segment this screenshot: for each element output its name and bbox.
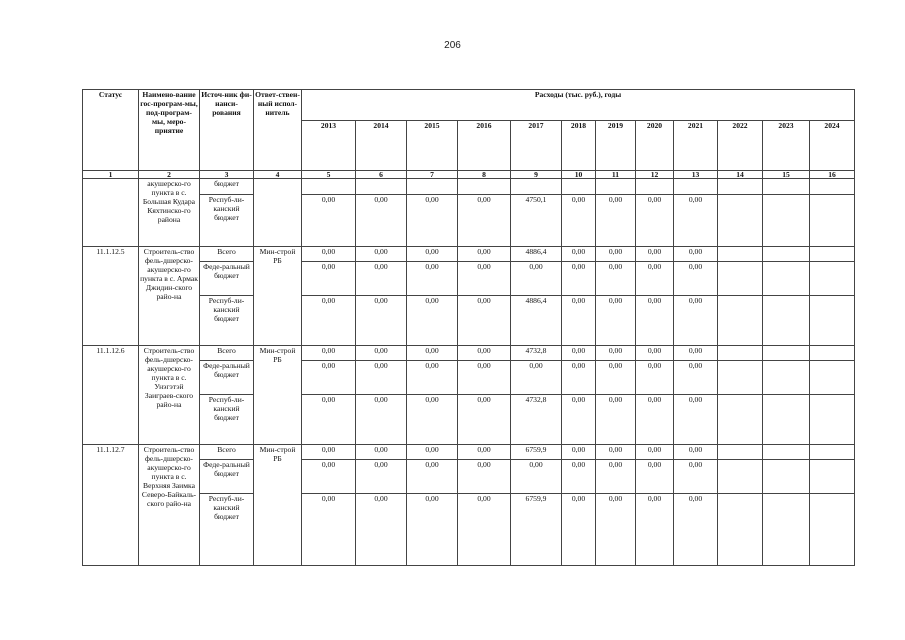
executor-cell: Мин-строй РБ: [254, 445, 302, 566]
measure-name-cell: Строитель-ство фель-дшерско-акушерско-го пункта в с. Унэгэтэй Заиграев-ского райо-на: [139, 346, 200, 445]
column-number: 16: [810, 171, 855, 179]
year-value-cell: [810, 179, 855, 195]
column-number: 11: [596, 171, 636, 179]
year-value-cell: 0,00: [674, 494, 718, 566]
year-value-cell: 0,00: [674, 361, 718, 395]
year-value-cell: 0,00: [596, 195, 636, 247]
header-year: 2020: [636, 121, 674, 171]
year-value-cell: [763, 395, 810, 445]
header-source: Источ-ник фи-нанси-рования: [200, 90, 254, 171]
year-value-cell: [810, 195, 855, 247]
year-value-cell: 6759,9: [511, 494, 562, 566]
year-value-cell: 0,00: [458, 262, 511, 296]
year-value-cell: 0,00: [674, 460, 718, 494]
year-value-cell: 0,00: [302, 195, 356, 247]
year-value-cell: 0,00: [636, 247, 674, 262]
year-value-cell: 0,00: [636, 195, 674, 247]
year-value-cell: 0,00: [596, 346, 636, 361]
year-value-cell: 0,00: [636, 395, 674, 445]
year-value-cell: [718, 195, 763, 247]
year-value-cell: 0,00: [458, 494, 511, 566]
year-value-cell: 4886,4: [511, 296, 562, 346]
year-value-cell: 0,00: [302, 494, 356, 566]
executor-cell: Мин-строй РБ: [254, 346, 302, 445]
executor-cell: Мин-строй РБ: [254, 247, 302, 346]
year-value-cell: 0,00: [407, 247, 458, 262]
year-value-cell: 4886,4: [511, 247, 562, 262]
year-value-cell: 0,00: [458, 460, 511, 494]
year-value-cell: [718, 445, 763, 460]
column-number: 2: [139, 171, 200, 179]
year-value-cell: 0,00: [562, 247, 596, 262]
year-value-cell: 0,00: [596, 361, 636, 395]
year-value-cell: 0,00: [407, 494, 458, 566]
funding-source-cell: Респуб-ли-канский бюджет: [200, 296, 254, 346]
year-value-cell: 0,00: [511, 460, 562, 494]
year-value-cell: [718, 460, 763, 494]
column-number: 13: [674, 171, 718, 179]
year-value-cell: 0,00: [407, 460, 458, 494]
funding-source-cell: Всего: [200, 346, 254, 361]
year-value-cell: 0,00: [458, 296, 511, 346]
year-value-cell: 0,00: [596, 445, 636, 460]
year-value-cell: 0,00: [302, 296, 356, 346]
header-year: 2018: [562, 121, 596, 171]
year-value-cell: 0,00: [302, 262, 356, 296]
year-value-cell: 0,00: [511, 262, 562, 296]
year-value-cell: 4750,1: [511, 195, 562, 247]
status-cell: 11.1.12.7: [83, 445, 139, 566]
year-value-cell: [810, 395, 855, 445]
year-value-cell: [810, 346, 855, 361]
funding-source-cell: Феде-ральный бюджет: [200, 361, 254, 395]
year-value-cell: [458, 179, 511, 195]
year-value-cell: [718, 346, 763, 361]
year-value-cell: 0,00: [356, 195, 407, 247]
year-value-cell: 0,00: [458, 395, 511, 445]
measure-name-cell: акушерско-го пункта в с. Большая Кудара Кяхтинско-го района: [139, 179, 200, 247]
year-value-cell: [763, 346, 810, 361]
column-number: 8: [458, 171, 511, 179]
header-year: 2023: [763, 121, 810, 171]
header-status: Статус: [83, 90, 139, 171]
year-value-cell: 0,00: [596, 460, 636, 494]
header-year: 2019: [596, 121, 636, 171]
measure-name-cell: Строитель-ство фель-дшерско-акушерско-го пункта в с. Верхняя Заимка Северо-Байкаль-ского райо-на: [139, 445, 200, 566]
year-value-cell: [763, 247, 810, 262]
year-value-cell: 0,00: [356, 262, 407, 296]
year-value-cell: 0,00: [562, 195, 596, 247]
header-year: 2024: [810, 121, 855, 171]
column-number: 10: [562, 171, 596, 179]
year-value-cell: 0,00: [562, 262, 596, 296]
year-value-cell: [718, 494, 763, 566]
year-value-cell: 0,00: [356, 346, 407, 361]
status-cell: 11.1.12.5: [83, 247, 139, 346]
year-value-cell: 0,00: [458, 361, 511, 395]
column-number: 5: [302, 171, 356, 179]
funding-source-cell: Респуб-ли-канский бюджет: [200, 494, 254, 566]
year-value-cell: 0,00: [458, 445, 511, 460]
year-value-cell: 0,00: [636, 296, 674, 346]
status-cell: [83, 179, 139, 247]
header-executor: Ответ-ствен-ный испол-нитель: [254, 90, 302, 171]
year-value-cell: 0,00: [511, 361, 562, 395]
year-value-cell: [674, 179, 718, 195]
year-value-cell: 0,00: [302, 445, 356, 460]
year-value-cell: 0,00: [407, 296, 458, 346]
year-value-cell: 0,00: [356, 395, 407, 445]
year-value-cell: [763, 445, 810, 460]
funding-source-cell: Феде-ральный бюджет: [200, 262, 254, 296]
header-year: 2015: [407, 121, 458, 171]
funding-source-cell: Всего: [200, 247, 254, 262]
year-value-cell: 0,00: [562, 395, 596, 445]
year-value-cell: 0,00: [636, 460, 674, 494]
year-value-cell: [810, 296, 855, 346]
year-value-cell: 0,00: [356, 460, 407, 494]
year-value-cell: [718, 296, 763, 346]
year-value-cell: 0,00: [636, 346, 674, 361]
year-value-cell: [718, 262, 763, 296]
year-value-cell: 0,00: [407, 445, 458, 460]
header-year: 2014: [356, 121, 407, 171]
year-value-cell: 0,00: [356, 247, 407, 262]
year-value-cell: [763, 195, 810, 247]
year-value-cell: [763, 460, 810, 494]
year-value-cell: 0,00: [674, 262, 718, 296]
year-value-cell: 0,00: [356, 296, 407, 346]
year-value-cell: 0,00: [562, 445, 596, 460]
year-value-cell: 0,00: [302, 346, 356, 361]
page-number: 206: [444, 40, 461, 51]
funding-source-cell: Феде-ральный бюджет: [200, 460, 254, 494]
header-expenses: Расходы (тыс. руб.), годы: [302, 90, 855, 121]
year-value-cell: [810, 262, 855, 296]
year-value-cell: 0,00: [562, 494, 596, 566]
year-value-cell: [718, 395, 763, 445]
year-value-cell: [718, 361, 763, 395]
year-value-cell: 0,00: [596, 262, 636, 296]
header-year: 2013: [302, 121, 356, 171]
executor-cell: [254, 179, 302, 247]
column-number: 9: [511, 171, 562, 179]
year-value-cell: [810, 494, 855, 566]
year-value-cell: 0,00: [407, 262, 458, 296]
year-value-cell: [763, 361, 810, 395]
column-number: 12: [636, 171, 674, 179]
year-value-cell: [810, 445, 855, 460]
year-value-cell: 6759,9: [511, 445, 562, 460]
year-value-cell: 0,00: [407, 346, 458, 361]
year-value-cell: [718, 247, 763, 262]
status-cell: 11.1.12.6: [83, 346, 139, 445]
column-number: 7: [407, 171, 458, 179]
column-number: 6: [356, 171, 407, 179]
table-row: [83, 346, 855, 361]
year-value-cell: 0,00: [562, 346, 596, 361]
year-value-cell: 0,00: [674, 296, 718, 346]
year-value-cell: 0,00: [302, 395, 356, 445]
year-value-cell: 0,00: [562, 296, 596, 346]
year-value-cell: 0,00: [302, 460, 356, 494]
year-value-cell: 0,00: [458, 247, 511, 262]
year-value-cell: 0,00: [596, 395, 636, 445]
year-value-cell: [763, 179, 810, 195]
year-value-cell: [718, 179, 763, 195]
year-value-cell: 4732,8: [511, 395, 562, 445]
table-row: [83, 247, 855, 262]
header-year: 2017: [511, 121, 562, 171]
year-value-cell: 0,00: [636, 262, 674, 296]
funding-source-cell: бюджет: [200, 179, 254, 195]
year-value-cell: 0,00: [674, 247, 718, 262]
column-number: 3: [200, 171, 254, 179]
table-row: [83, 445, 855, 460]
year-value-cell: [810, 361, 855, 395]
column-number: 15: [763, 171, 810, 179]
year-value-cell: 0,00: [674, 445, 718, 460]
year-value-cell: 4732,8: [511, 346, 562, 361]
funding-source-cell: Респуб-ли-канский бюджет: [200, 195, 254, 247]
year-value-cell: 0,00: [674, 195, 718, 247]
year-value-cell: 0,00: [674, 395, 718, 445]
year-value-cell: 0,00: [407, 395, 458, 445]
year-value-cell: 0,00: [636, 361, 674, 395]
year-value-cell: [810, 247, 855, 262]
year-value-cell: 0,00: [562, 361, 596, 395]
year-value-cell: [302, 179, 356, 195]
year-value-cell: 0,00: [356, 494, 407, 566]
year-value-cell: [763, 494, 810, 566]
funding-source-cell: Респуб-ли-канский бюджет: [200, 395, 254, 445]
year-value-cell: 0,00: [407, 361, 458, 395]
year-value-cell: 0,00: [674, 346, 718, 361]
year-value-cell: [356, 179, 407, 195]
year-value-cell: 0,00: [458, 346, 511, 361]
year-value-cell: [763, 262, 810, 296]
year-value-cell: [596, 179, 636, 195]
expenses-table: [82, 89, 855, 566]
year-value-cell: [511, 179, 562, 195]
measure-name-cell: Строитель-ство фель-дшерско-акушерско-го пункта в с. Армак Джидин-ского райо-на: [139, 247, 200, 346]
year-value-cell: 0,00: [458, 195, 511, 247]
header-year: 2022: [718, 121, 763, 171]
year-value-cell: [562, 179, 596, 195]
year-value-cell: 0,00: [356, 445, 407, 460]
year-value-cell: 0,00: [636, 445, 674, 460]
year-value-cell: 0,00: [596, 247, 636, 262]
year-value-cell: 0,00: [356, 361, 407, 395]
year-value-cell: 0,00: [407, 195, 458, 247]
year-value-cell: [810, 460, 855, 494]
year-value-cell: 0,00: [636, 494, 674, 566]
year-value-cell: [407, 179, 458, 195]
column-number: 4: [254, 171, 302, 179]
column-number: 1: [83, 171, 139, 179]
year-value-cell: [636, 179, 674, 195]
table-row: [83, 179, 855, 195]
year-value-cell: 0,00: [596, 296, 636, 346]
column-number: 14: [718, 171, 763, 179]
header-name: Наимено-вание гос-програм-мы, под-програм-мы, меро-приятие: [139, 90, 200, 171]
year-value-cell: 0,00: [302, 361, 356, 395]
year-value-cell: 0,00: [562, 460, 596, 494]
funding-source-cell: Всего: [200, 445, 254, 460]
header-year: 2016: [458, 121, 511, 171]
year-value-cell: 0,00: [596, 494, 636, 566]
header-year: 2021: [674, 121, 718, 171]
year-value-cell: 0,00: [302, 247, 356, 262]
year-value-cell: [763, 296, 810, 346]
